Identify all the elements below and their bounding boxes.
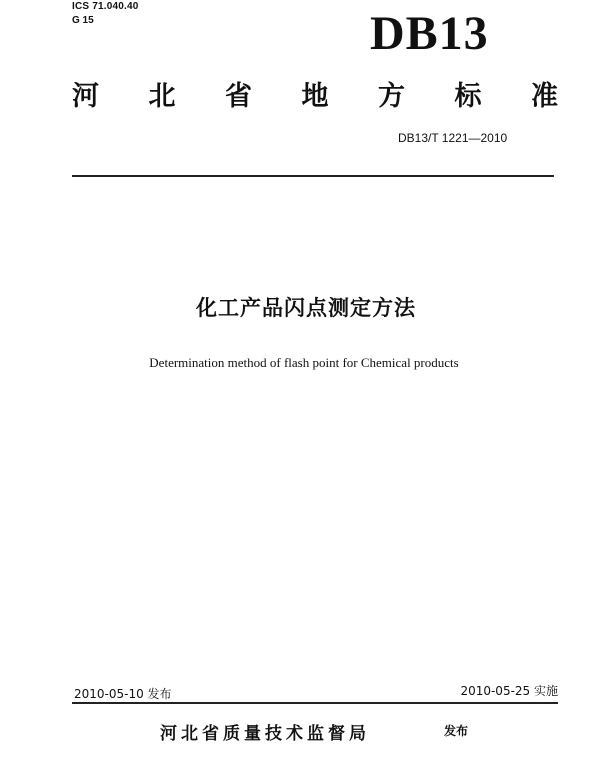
standard-logo: DB13	[370, 7, 489, 60]
issue-label: 发布	[444, 724, 469, 738]
standard-type-char: 省	[225, 81, 252, 112]
standard-type-char: 方	[378, 81, 405, 112]
standard-type-char: 河	[72, 81, 99, 112]
standard-type-heading	[72, 80, 558, 114]
standard-type-char: 准	[531, 81, 558, 112]
standard-type-char: 地	[301, 81, 329, 112]
classification-code: G 15	[72, 15, 94, 26]
footer-divider	[72, 702, 558, 704]
header-divider	[72, 175, 554, 177]
standard-type-char: 北	[148, 81, 176, 112]
standard-number: DB13/T 1221—2010	[398, 131, 508, 145]
ics-code: ICS 71.040.40	[72, 1, 139, 12]
implementation-date: 2010-05-25 实施	[460, 684, 558, 698]
standard-type-char: 标	[454, 81, 482, 112]
issuing-authority: 河北省质量技术监督局	[160, 724, 370, 744]
issue-date: 2010-05-10 发布	[74, 687, 172, 701]
document-title-chinese: 化工产品闪点测定方法	[196, 296, 416, 320]
document-title-english: Determination method of flash point for Chemical products	[149, 355, 459, 370]
